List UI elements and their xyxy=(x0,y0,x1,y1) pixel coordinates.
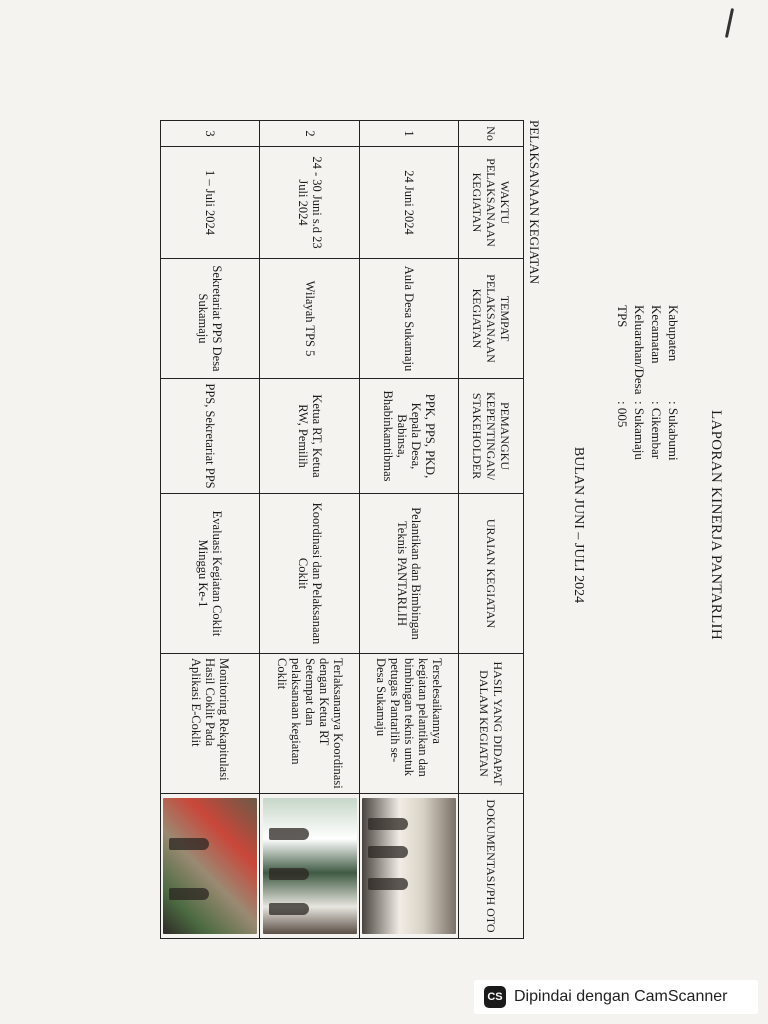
cell-hasil: Terselesaikannya kegiatan pelantikan dan bimbingan teknis untuk petugas Pantarlih se- Desa Sukamaju xyxy=(359,654,458,794)
table-row xyxy=(260,121,359,939)
report-title: LAPORAN KINERJA PANTARLIH xyxy=(708,410,724,640)
documentation-photo xyxy=(163,798,257,934)
cell-uraian: Pelantikan dan Bimbingan Teknis PANTARLIH xyxy=(359,494,458,654)
header-stakeholder: PEMANGKU KEPENTINGAN/ STAKEHOLDER xyxy=(459,379,524,494)
cell-dokumentasi xyxy=(260,794,359,939)
header-no: No xyxy=(459,121,524,147)
cell-tempat: Wilayah TPS 5 xyxy=(260,259,359,379)
header-hasil: HASIL YANG DIDAPAT DALAM KEGIATAN xyxy=(459,654,524,794)
header-dokumentasi: DOKUMENTASI/PH OTO xyxy=(459,794,524,939)
documentation-photo xyxy=(263,798,357,934)
cell-no: 1 xyxy=(359,121,458,147)
cell-dokumentasi xyxy=(161,794,260,939)
cell-waktu: 24 Juni 2024 xyxy=(359,147,458,259)
header-tempat: TEMPAT PELAKSANAAN KEGIATAN xyxy=(459,259,524,379)
cell-uraian: Evaluasi Kegiatan Coklit Minggu Ke-1 xyxy=(161,494,260,654)
cell-tempat: Sekretariat PPS Desa Sukamaju xyxy=(161,259,260,379)
cell-stakeholder: PPK, PPS, PKD, Kepala Desa, Babinsa, Bhabinkamtibmas xyxy=(359,379,458,494)
camscanner-text: Dipindai dengan CamScanner xyxy=(514,988,728,1005)
documentation-photo xyxy=(362,798,456,934)
cell-uraian: Koordinasi dan Pelaksanaan Coklit xyxy=(260,494,359,654)
meta-row-tps: TPS : 005 xyxy=(615,305,630,428)
pen-mark xyxy=(725,8,734,38)
camscanner-badge xyxy=(474,980,758,1014)
section-title: PELAKSANAAN KEGIATAN xyxy=(527,120,542,284)
meta-row-kabupaten: Kabupaten : Sukabumi xyxy=(666,305,681,461)
report-meta xyxy=(614,305,682,461)
cell-no: 2 xyxy=(260,121,359,147)
report-period: BULAN JUNI – JULI 2024 xyxy=(571,446,586,604)
cell-no: 3 xyxy=(161,121,260,147)
header-uraian: URAIAN KEGIATAN xyxy=(459,494,524,654)
cell-stakeholder: PPS, Sekretariat PPS xyxy=(161,379,260,494)
cell-stakeholder: Ketua RT, Ketua RW, Pemilih xyxy=(260,379,359,494)
cell-tempat: Aula Desa Sukamaju xyxy=(359,259,458,379)
report-page xyxy=(64,75,724,975)
header-waktu: WAKTU PELAKSANAAN KEGIATAN xyxy=(459,147,524,259)
table-header-row xyxy=(459,121,524,939)
cell-waktu: 24 - 30 Juni s.d 23 Juli 2024 xyxy=(260,147,359,259)
meta-row-desa: Keluarahan/Desa : Sukamaju xyxy=(632,305,647,460)
cell-dokumentasi xyxy=(359,794,458,939)
cell-hasil: Monitoring Rekapitulasi Hasil Coklit Pada Aplikasi E-Coklit xyxy=(161,654,260,794)
cell-waktu: 1 – Juli 2024 xyxy=(161,147,260,259)
table-row xyxy=(359,121,458,939)
cell-hasil: Terlaksananya Koordinasi dengan Ketua RT Setempat dan pelaksanaan kegiatan Coklit xyxy=(260,654,359,794)
activity-table xyxy=(160,120,524,939)
camscanner-logo-icon: CS xyxy=(484,986,506,1008)
table-row xyxy=(161,121,260,939)
meta-row-kecamatan: Kecamatan : Cikembar xyxy=(649,305,664,460)
